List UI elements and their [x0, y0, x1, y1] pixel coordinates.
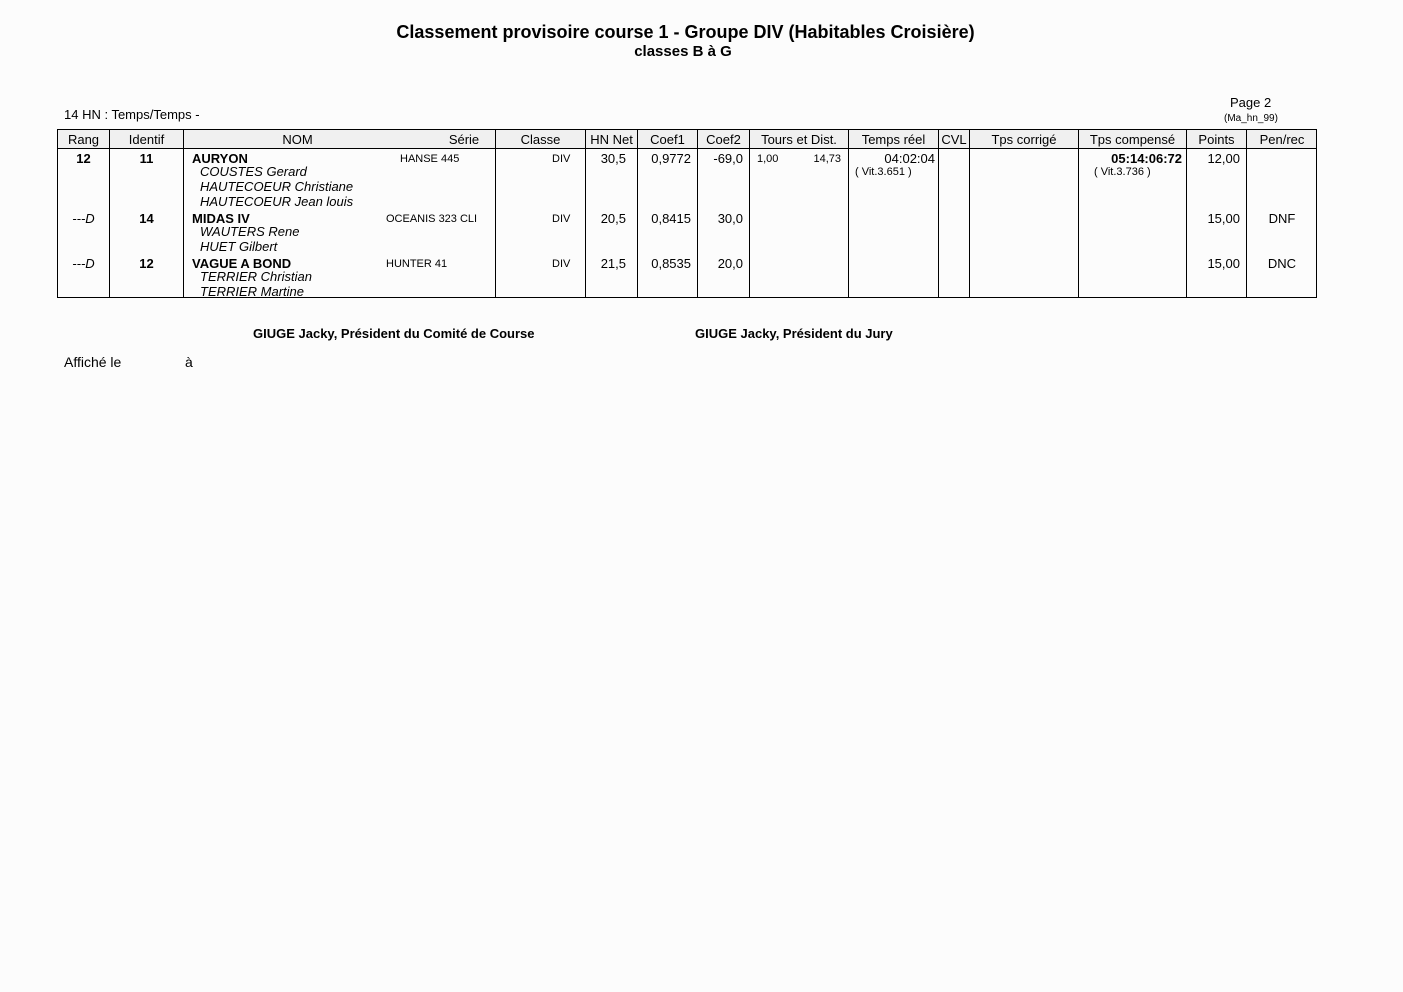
- header-serie: Série: [448, 132, 480, 147]
- row1-distance: 14,73: [813, 153, 841, 165]
- row1-coef1: 0,9772: [651, 151, 691, 166]
- row2-hn-net: 20,5: [600, 211, 626, 226]
- header-pen-rec: Pen/rec: [1259, 132, 1305, 147]
- page-subtitle: classes B à G: [634, 43, 732, 60]
- row1-identif: 11: [139, 151, 154, 166]
- column-divider: [749, 130, 750, 297]
- results-table: [57, 129, 1317, 298]
- row2-identif: 14: [139, 211, 154, 226]
- row2-coef1: 0,8415: [651, 211, 691, 226]
- row1-tps-compense: 05:14:06:72: [1111, 151, 1182, 166]
- row3-pen-rec: DNC: [1267, 256, 1297, 271]
- row3-rang: ---D: [72, 256, 95, 271]
- row3-points: 15,00: [1207, 256, 1240, 271]
- row2-rang: ---D: [72, 211, 95, 226]
- row3-coef2: 20,0: [717, 256, 743, 271]
- header-nom: NOM: [282, 132, 313, 147]
- header-temps-reel: Temps réel: [861, 132, 926, 147]
- page-number: Page 2: [1230, 95, 1272, 110]
- row1-temps-reel: 04:02:04: [884, 151, 935, 166]
- header-coef1: Coef1: [650, 132, 685, 147]
- row1-rang: 12: [76, 151, 91, 166]
- row1-boat-name: AURYON: [192, 151, 248, 166]
- header-classe: Classe: [520, 132, 561, 147]
- header-tours-dist: Tours et Dist.: [761, 132, 837, 147]
- row3-coef1: 0,8535: [651, 256, 691, 271]
- row3-hn-net: 21,5: [600, 256, 626, 271]
- signature-jury: GIUGE Jacky, Président du Jury: [695, 326, 893, 341]
- row3-boat-name: VAGUE A BOND: [192, 256, 292, 271]
- page-title: Classement provisoire course 1 - Groupe DIV (Habitables Croisière): [396, 22, 975, 42]
- row3-crew-2: TERRIER Martine: [200, 284, 305, 299]
- row3-classe: DIV: [552, 258, 571, 270]
- header-tps-corrige: Tps corrigé: [991, 132, 1057, 147]
- posted-time-label: à: [185, 354, 193, 370]
- column-divider: [495, 130, 496, 297]
- header-tps-compense: Tps compensé: [1089, 132, 1176, 147]
- header-rang: Rang: [67, 132, 100, 147]
- row1-crew-3: HAUTECOEUR Jean louis: [200, 194, 354, 209]
- column-divider: [938, 130, 939, 297]
- row2-coef2: 30,0: [717, 211, 743, 226]
- row1-hn-net: 30,5: [600, 151, 626, 166]
- row1-crew-2: HAUTECOEUR Christiane: [200, 179, 354, 194]
- row2-boat-name: MIDAS IV: [192, 211, 250, 226]
- document-reference: (Ma_hn_99): [1224, 113, 1278, 124]
- row1-tours: 1,00: [757, 153, 779, 165]
- row3-identif: 12: [139, 256, 154, 271]
- signature-committee: GIUGE Jacky, Président du Comité de Course: [253, 326, 535, 341]
- header-cvl: CVL: [941, 132, 967, 147]
- header-hn-net: HN Net: [590, 132, 633, 147]
- header-points: Points: [1198, 132, 1235, 147]
- row1-coef2: -69,0: [713, 151, 743, 166]
- row3-crew-1: TERRIER Christian: [200, 269, 312, 284]
- column-divider: [969, 130, 970, 297]
- row1-vitesse-reel: ( Vit.3.651 ): [855, 166, 912, 178]
- row1-crew-1: COUSTES Gerard: [200, 164, 307, 179]
- row1-vitesse-compense: ( Vit.3.736 ): [1094, 166, 1151, 178]
- row2-serie: OCEANIS 323 CLI: [386, 213, 478, 225]
- row2-pen-rec: DNF: [1268, 211, 1296, 226]
- row3-serie: HUNTER 41: [386, 258, 448, 270]
- race-info: 14 HN : Temps/Temps -: [64, 107, 200, 122]
- row2-classe: DIV: [552, 213, 571, 225]
- row2-crew-2: HUET Gilbert: [200, 239, 278, 254]
- posted-date-label: Affiché le: [64, 354, 122, 370]
- row2-crew-1: WAUTERS Rene: [200, 224, 300, 239]
- row1-points: 12,00: [1207, 151, 1240, 166]
- row1-classe: DIV: [552, 153, 571, 165]
- row1-serie: HANSE 445: [400, 153, 460, 165]
- row2-points: 15,00: [1207, 211, 1240, 226]
- header-identif: Identif: [128, 132, 165, 147]
- header-coef2: Coef2: [706, 132, 741, 147]
- column-divider: [183, 130, 184, 297]
